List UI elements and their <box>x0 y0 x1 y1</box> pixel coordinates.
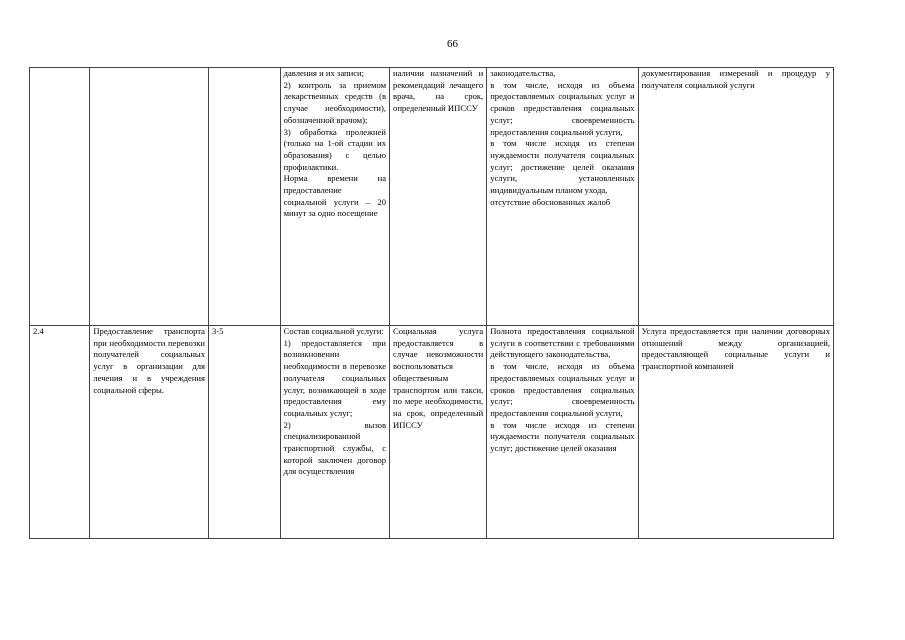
services-table <box>29 67 834 539</box>
cell-period: 3-5 <box>209 326 281 539</box>
cell-condition: наличии назначений и рекомендаций лечащего врача, на срок, определенный ИПССУ <box>390 68 487 326</box>
cell-quality: Полнота предоставления социальной услуги в соответствии с требованиями действующего законодательства, в том числе, исходя из объема предоставляемых социальных услуг и сроков предоставления социальных услуг; своевременность предоставления социальной услуги, в том числе исходя из степени нуждаемости получателя социальных услуг; достижение целей оказания <box>487 326 638 539</box>
table-row <box>30 68 834 326</box>
table-row <box>30 326 834 539</box>
cell-service-name <box>90 68 209 326</box>
cell-content: Состав социальной услуги: 1) предоставляется при возникновении необходимости в перевозке получателя социальных услуг, возникающей в ходе предоставления ему социальных услуг; 2) вызов специализированной транспортной службы, с которой заключен договор для осуществления <box>280 326 389 539</box>
cell-evaluation: документирования измерений и процедур у получателя социальной услуги <box>638 68 833 326</box>
cell-quality: законодательства, в том числе, исходя из объема предоставляемых социальных услуг и сроков предоставления социальных услуг; своевременность предоставления социальной услуги, в том числе исходя из степени нуждаемости получателя социальных услуг; достижение целей оказания услуги, установленных индивидуальным планом ухода, отсутствие обоснованных жалоб <box>487 68 638 326</box>
cell-content: давления и их записи; 2) контроль за приемом лекарственных средств (в случае необходимости), обозначенной врачом); 3) обработка пролежней (только на 1-ой стадии их образования) с целью профилактики. Норма времени на предоставление социальной услуги – 20 минут за одно посещение <box>280 68 389 326</box>
cell-service-name: Предоставление транспорта при необходимости перевозки получателей социальных услуг в организации для лечения и в учреждения социальной сферы. <box>90 326 209 539</box>
cell-number <box>30 68 90 326</box>
cell-number: 2.4 <box>30 326 90 539</box>
page-number: 66 <box>447 38 458 50</box>
cell-evaluation: Услуга предоставляется при наличии договорных отношений между организацией, предоставляющей социальные услуги и транспортной компанией <box>638 326 833 539</box>
cell-condition: Социальная услуга предоставляется в случае невозможности воспользоваться общественным транспортом или такси, по мере необходимости, на срок, определенный ИПССУ <box>390 326 487 539</box>
cell-period <box>209 68 281 326</box>
